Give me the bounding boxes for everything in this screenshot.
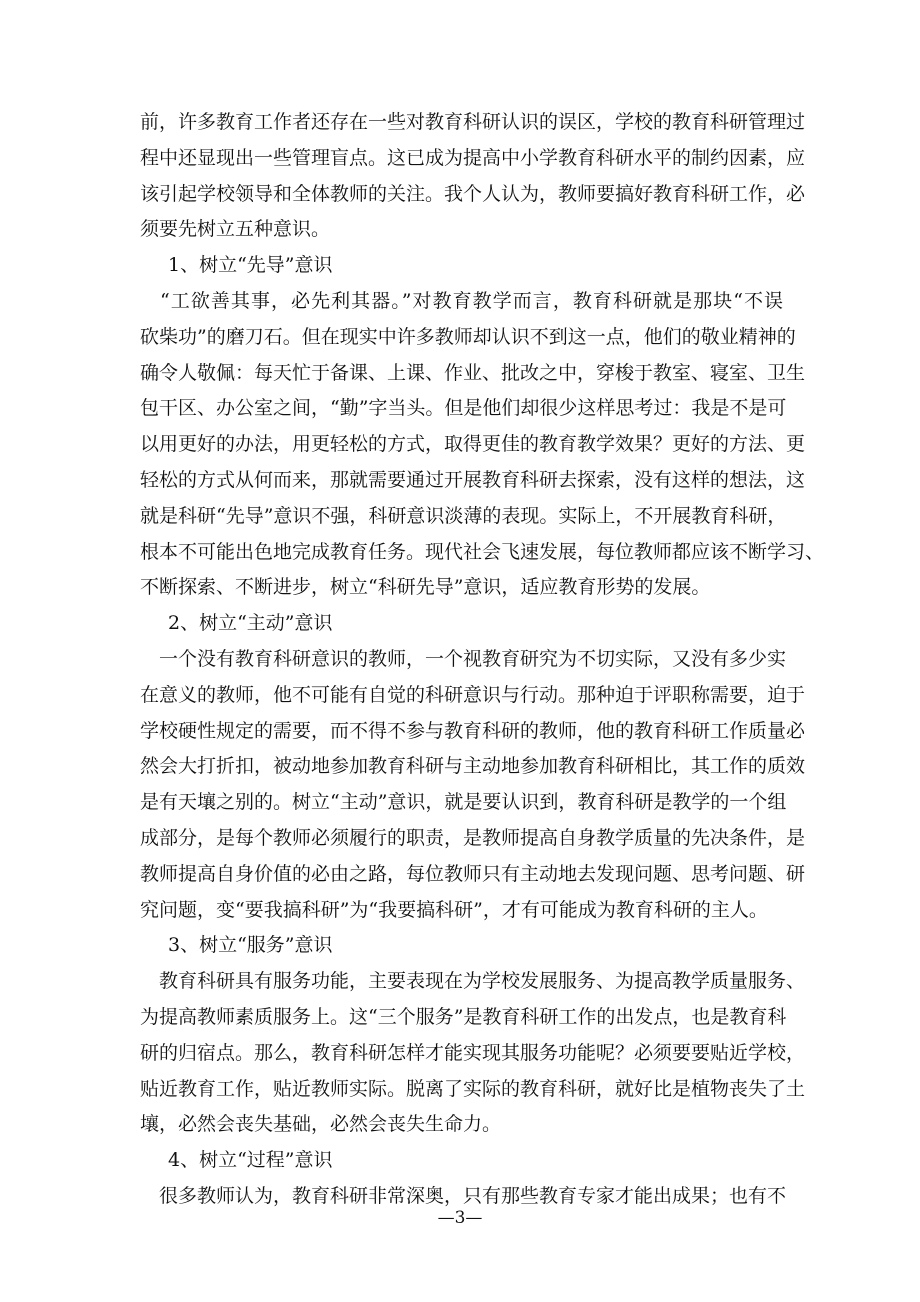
text-line: 然会大打折扣，被动地参加教育科研与主动地参加教育科研相比，其工作的质效 — [140, 755, 806, 778]
text-line: “工欲善其事，必先利其器。”对教育教学而言，教育科研就是那块“不误 — [140, 289, 783, 312]
text-line: 不断探索、不断进步，树立“科研先导”意识，适应教育形势的发展。 — [140, 576, 711, 599]
text-line: 究问题，变“要我搞科研”为“我要搞科研”，才有可能成为教育科研的主人。 — [140, 898, 768, 921]
text-line: 包干区、办公室之间，“勤”字当头。但是他们却很少这样思考过：我是不是可 — [140, 397, 787, 420]
text-line: 就是科研“先导”意识不强，科研意识淡薄的表现。实际上，不开展教育科研， — [140, 504, 787, 527]
text-line: 贴近教育工作，贴近教师实际。脱离了实际的教育科研，就好比是植物丧失了土 — [140, 1077, 806, 1100]
text-line: 在意义的教师，他不可能有自觉的科研意识与行动。那种迫于评职称需要，迫于 — [140, 683, 806, 706]
text-line: 研的归宿点。那么，教育科研怎样才能实现其服务功能呢？必须要要贴近学校， — [140, 1041, 806, 1064]
text-line: 根本不可能出色地完成教育任务。现代社会飞速发展，每位教师都应该不断学习、 — [140, 540, 825, 563]
text-line: 为提高教师素质服务上。这“三个服务”是教育科研工作的出发点，也是教育科 — [140, 1005, 787, 1028]
text-line: 前，许多教育工作者还存在一些对教育科研认识的误区，学校的教育科研管理过 — [140, 111, 806, 133]
document-body — [140, 105, 825, 1215]
section-heading: 2、树立“主动”意识 — [168, 612, 333, 635]
text-line: 一个没有教育科研意识的教师，一个视教育研究为不切实际，又没有多少实 — [140, 647, 787, 670]
text-line: 学校硬性规定的需要，而不得不参与教育科研的教师，他的教育科研工作质量必 — [140, 719, 806, 742]
text-line: 成部分，是每个教师必须履行的职责，是教师提高自身教学质量的先决条件，是 — [140, 826, 806, 849]
text-line: 程中还显现出一些管理盲点。这已成为提高中小学教育科研水平的制约因素，应 — [140, 146, 806, 169]
text-line: 轻松的方式从何而来，那就需要通过开展教育科研去探索，没有这样的想法，这 — [140, 468, 806, 491]
text-line: 以用更好的办法，用更轻松的方式，取得更佳的教育教学效果？更好的方法、更 — [140, 433, 806, 456]
section-heading: 3、树立“服务”意识 — [168, 934, 333, 957]
text-line: 教育科研具有服务功能，主要表现在为学校发展服务、为提高教学质量服务、 — [140, 970, 806, 993]
text-line: 教师提高自身价值的必由之路，每位教师只有主动地去发现问题、思考问题、研 — [140, 862, 806, 885]
text-line: 很多教师认为，教育科研非常深奥，只有那些教育专家才能出成果；也有不 — [140, 1184, 787, 1207]
text-line: 壤，必然会丧失基础，必然会丧失生命力。 — [140, 1113, 502, 1136]
text-line: 须要先树立五种意识。 — [140, 218, 331, 241]
section-heading: 1、树立“先导”意识 — [168, 254, 333, 277]
page-number: —3— — [437, 1208, 483, 1228]
section-heading: 4、树立“过程”意识 — [168, 1149, 333, 1172]
text-line: 确令人敬佩：每天忙于备课、上课、作业、批改之中，穿梭于教室、寝室、卫生 — [140, 361, 806, 384]
text-line: 该引起学校领导和全体教师的关注。我个人认为，教师要搞好教育科研工作，必 — [140, 182, 806, 205]
text-line: 砍柴功”的磨刀石。但在现实中许多教师却认识不到这一点，他们的敬业精神的 — [140, 325, 796, 348]
text-line: 是有天壤之别的。树立“主动”意识，就是要认识到，教育科研是教学的一个组 — [140, 791, 787, 814]
